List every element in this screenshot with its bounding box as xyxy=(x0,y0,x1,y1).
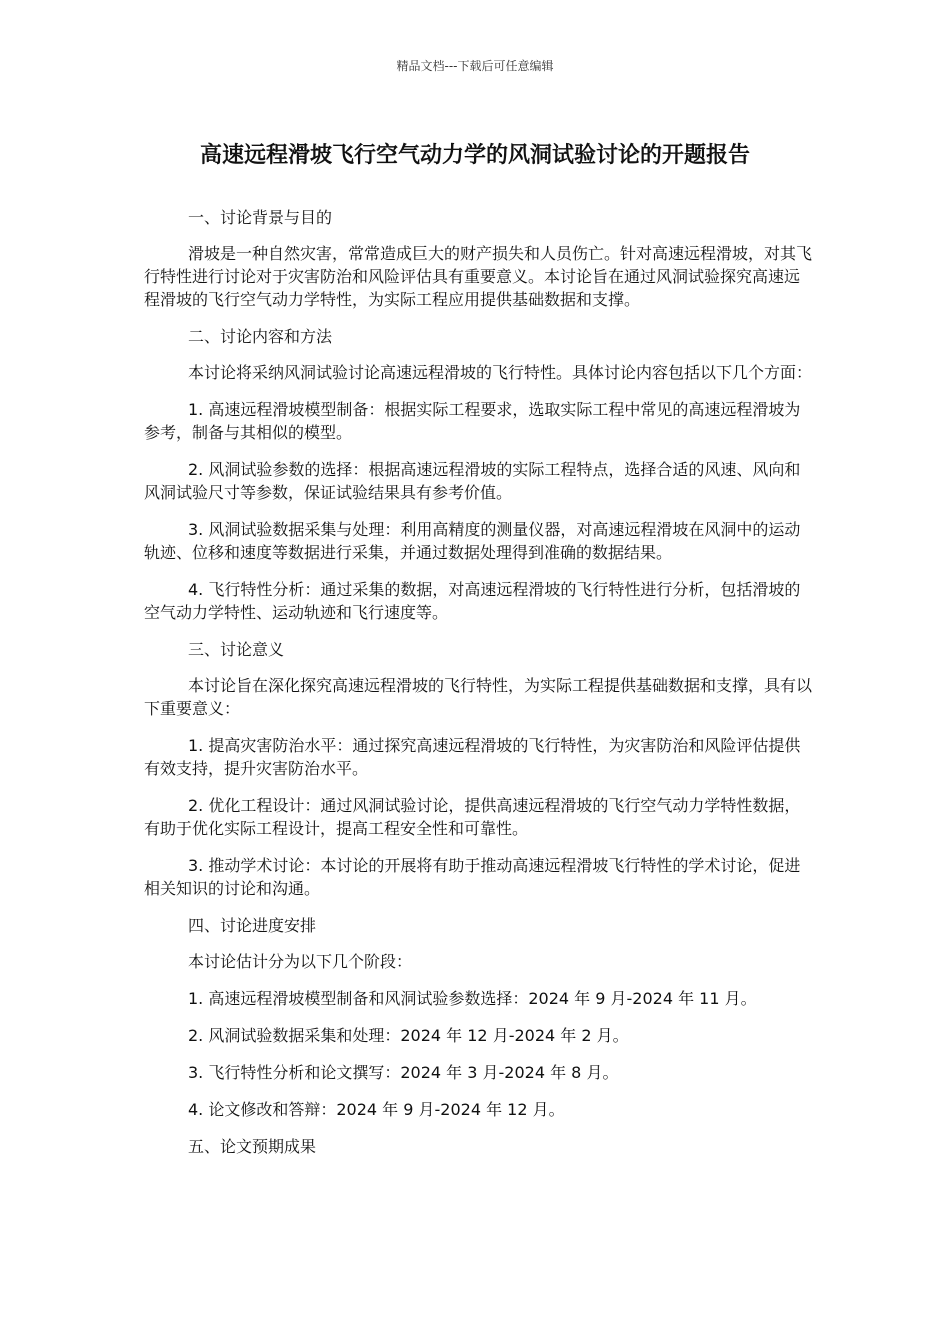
paragraph-content-intro: 本讨论将采纳风洞试验讨论高速远程滑坡的飞行特性。具体讨论内容包括以下几个方面： xyxy=(188,363,813,382)
schedule-item: 4. 论文修改和答辩：2024 年 9 月-2024 年 12 月。 xyxy=(188,1100,565,1119)
section-heading-4: 四、讨论进度安排 xyxy=(188,916,317,935)
list-item: 1. 提高灾害防治水平：通过探究高速远程滑坡的飞行特性，为灾害防治和风险评估提供有效支持，提升灾害防治水平。 xyxy=(144,736,801,778)
schedule-item: 3. 飞行特性分析和论文撰写：2024 年 3 月-2024 年 8 月。 xyxy=(188,1063,619,1082)
section-heading-5: 五、论文预期成果 xyxy=(188,1137,317,1156)
list-item: 3. 风洞试验数据采集与处理：利用高精度的测量仪器，对高速远程滑坡在风洞中的运动轨迹、位移和速度等数据进行采集，并通过数据处理得到准确的数据结果。 xyxy=(144,520,801,562)
paragraph-significance-intro: 本讨论旨在深化探究高速远程滑坡的飞行特性，为实际工程提供基础数据和支撑，具有以下重要意义： xyxy=(144,676,813,718)
section-heading-3: 三、讨论意义 xyxy=(188,640,285,659)
list-item: 1. 高速远程滑坡模型制备：根据实际工程要求，选取实际工程中常见的高速远程滑坡为参考，制备与其相似的模型。 xyxy=(144,400,801,442)
paragraph-schedule-intro: 本讨论估计分为以下几个阶段： xyxy=(188,952,413,971)
schedule-item: 2. 风洞试验数据采集和处理：2024 年 12 月-2024 年 2 月。 xyxy=(188,1026,629,1045)
section-heading-2: 二、讨论内容和方法 xyxy=(188,327,333,346)
list-item: 3. 推动学术讨论：本讨论的开展将有助于推动高速远程滑坡飞行特性的学术讨论，促进相关知识的讨论和沟通。 xyxy=(144,856,801,898)
document-body xyxy=(144,206,812,1171)
list-item: 2. 风洞试验参数的选择：根据高速远程滑坡的实际工程特点，选择合适的风速、风向和风洞试验尺寸等参数，保证试验结果具有参考价值。 xyxy=(144,460,801,502)
section-heading-1: 一、讨论背景与目的 xyxy=(188,208,333,227)
list-item: 4. 飞行特性分析：通过采集的数据，对高速远程滑坡的飞行特性进行分析，包括滑坡的空气动力学特性、运动轨迹和飞行速度等。 xyxy=(144,580,801,622)
document-title: 高速远程滑坡飞行空气动力学的风洞试验讨论的开题报告 xyxy=(199,143,750,168)
list-item: 2. 优化工程设计：通过风洞试验讨论，提供高速远程滑坡的飞行空气动力学特性数据，有助于优化实际工程设计，提高工程安全性和可靠性。 xyxy=(144,796,801,838)
paragraph-background: 滑坡是一种自然灾害，常常造成巨大的财产损失和人员伤亡。针对高速远程滑坡，对其飞行特性进行讨论对于灾害防治和风险评估具有重要意义。本讨论旨在通过风洞试验探究高速远程滑坡的飞行空气动力学特性，为实际工程应用提供基础数据和支撑。 xyxy=(144,244,813,309)
schedule-item: 1. 高速远程滑坡模型制备和风洞试验参数选择：2024 年 9 月-2024 年 11 月。 xyxy=(188,989,757,1008)
page-header: 精品文档---下载后可任意编辑 xyxy=(396,59,554,73)
